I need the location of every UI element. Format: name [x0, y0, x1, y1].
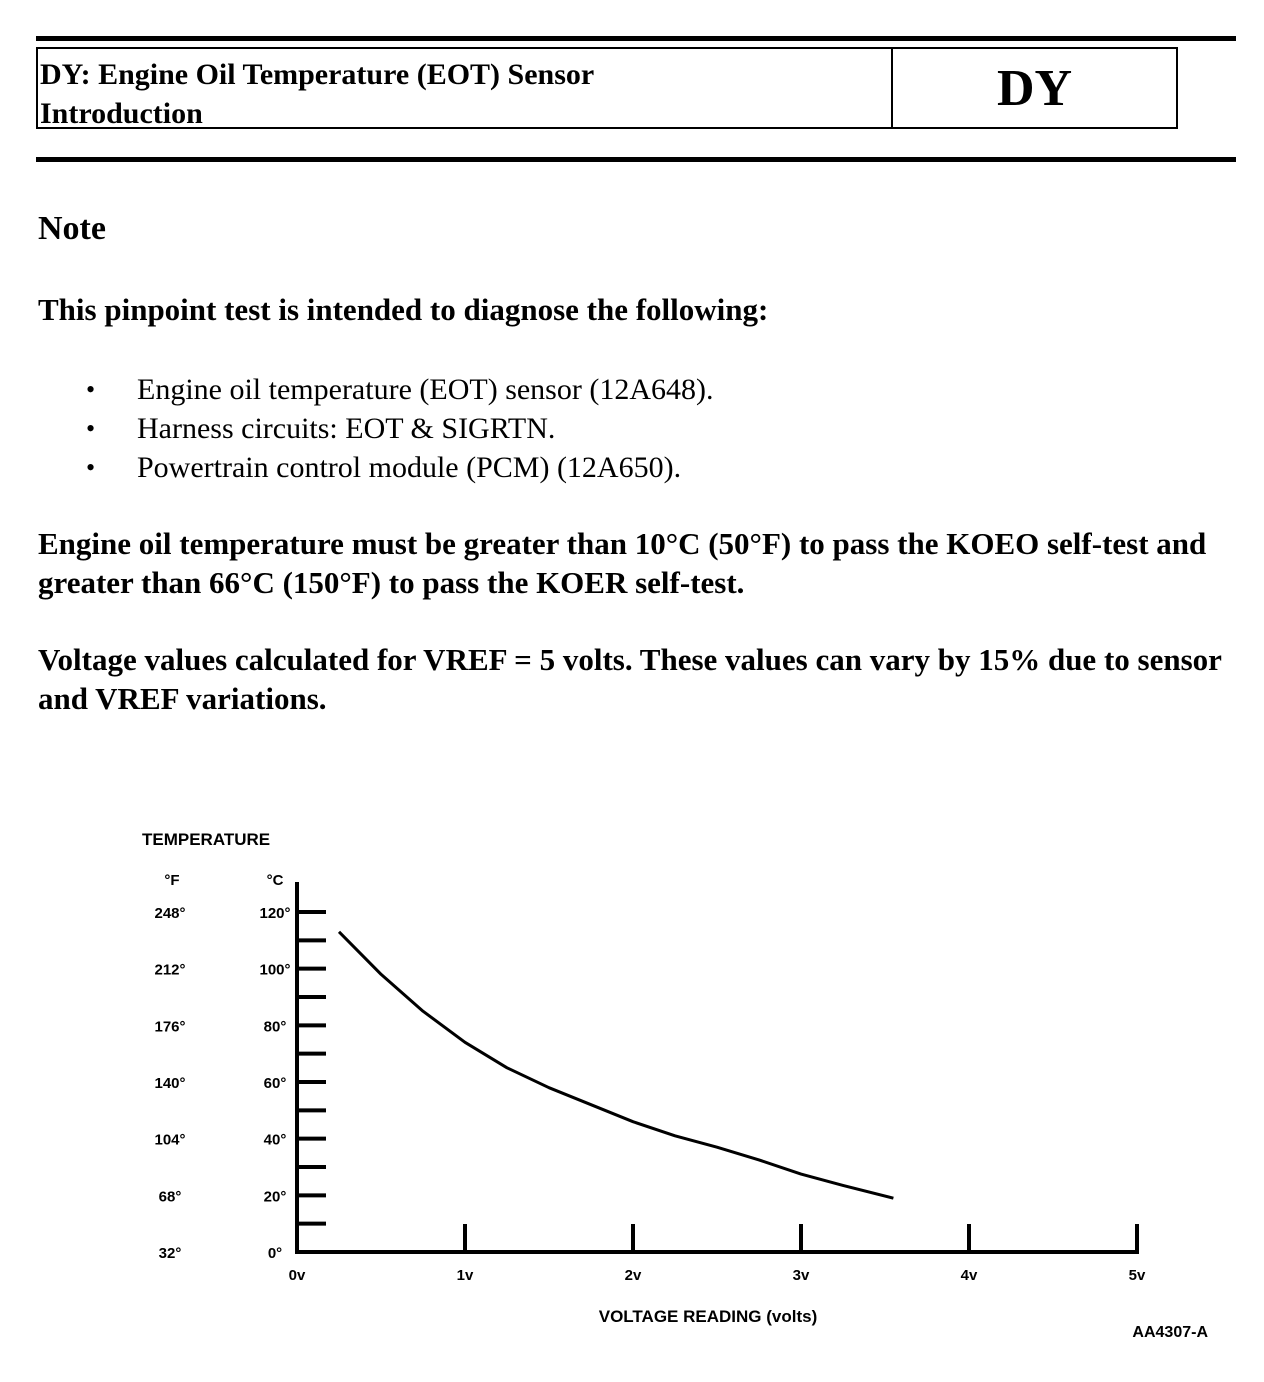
temperature-requirement-paragraph: Engine oil temperature must be greater than 10°C (50°F) to pass the KOEO self-test and greater than 66°C (150°F) to pass the KOER self-test. — [38, 526, 1207, 600]
chart-tick-labels — [154, 905, 1146, 1284]
x-tick-label: 0v — [288, 1267, 306, 1284]
intro-text: This pinpoint test is intended to diagnose the following: — [38, 292, 769, 327]
header-top-rule — [36, 36, 1236, 41]
header-title-line2: Introduction — [40, 97, 203, 130]
chart-axes — [295, 882, 1139, 1254]
diagnosis-list — [86, 370, 714, 487]
y-tick-label-celsius: 80° — [263, 1018, 287, 1036]
y-tick-label-celsius: 120° — [259, 905, 291, 922]
x-tick-label: 3v — [792, 1267, 810, 1284]
x-tick-label: 1v — [456, 1267, 474, 1284]
x-axis-label: VOLTAGE READING (volts) — [598, 1307, 818, 1326]
chart-series — [339, 932, 893, 1198]
voltage-note-paragraph: Voltage values calculated for VREF = 5 volts. These values can vary by 15% due to sensor and VREF variations. — [38, 642, 1222, 716]
list-item — [86, 448, 714, 487]
list-item-text: Powertrain control module (PCM) (12A650). — [137, 451, 682, 484]
y-tick-label-fahrenheit: 32° — [158, 1245, 182, 1262]
list-item-text: Harness circuits: EOT & SIGRTN. — [137, 412, 556, 445]
list-item — [86, 370, 714, 409]
y-unit-celsius: °C — [266, 872, 284, 889]
figure-id: AA4307-A — [1132, 1324, 1208, 1341]
y-tick-label-celsius: 0° — [267, 1245, 283, 1262]
list-item-text: Engine oil temperature (EOT) sensor (12A648). — [137, 373, 714, 406]
x-tick-label: 5v — [1128, 1267, 1146, 1284]
y-tick-label-fahrenheit: 104° — [154, 1131, 186, 1149]
note-heading: Note — [38, 210, 106, 247]
list-item — [86, 409, 714, 448]
y-tick-label-fahrenheit: 68° — [158, 1188, 182, 1206]
y-tick-label-celsius: 20° — [263, 1188, 287, 1206]
header-bottom-rule — [36, 157, 1236, 162]
y-tick-label-fahrenheit: 140° — [154, 1075, 186, 1092]
header-box — [36, 47, 1178, 129]
temperature-curve — [339, 932, 893, 1198]
y-tick-label-celsius: 100° — [259, 961, 291, 979]
y-tick-label-celsius: 40° — [263, 1131, 287, 1149]
header-title — [38, 49, 893, 130]
x-tick-label: 4v — [960, 1267, 978, 1284]
chart-ticks — [297, 912, 1137, 1252]
y-unit-fahrenheit: °F — [164, 872, 180, 889]
bullet-icon: • — [86, 414, 96, 443]
y-axis-label: TEMPERATURE — [142, 830, 271, 849]
y-tick-label-fahrenheit: 176° — [154, 1018, 186, 1036]
header-title-line1: DY: Engine Oil Temperature (EOT) Sensor — [40, 58, 595, 91]
y-tick-label-celsius: 60° — [263, 1075, 287, 1092]
bullet-icon: • — [86, 453, 96, 482]
y-tick-label-fahrenheit: 212° — [154, 961, 186, 979]
bullet-icon: • — [86, 375, 96, 404]
temperature-voltage-chart — [0, 800, 1264, 1360]
x-tick-label: 2v — [624, 1267, 642, 1284]
header-code: DY — [996, 59, 1073, 117]
y-tick-label-fahrenheit: 248° — [154, 905, 186, 922]
